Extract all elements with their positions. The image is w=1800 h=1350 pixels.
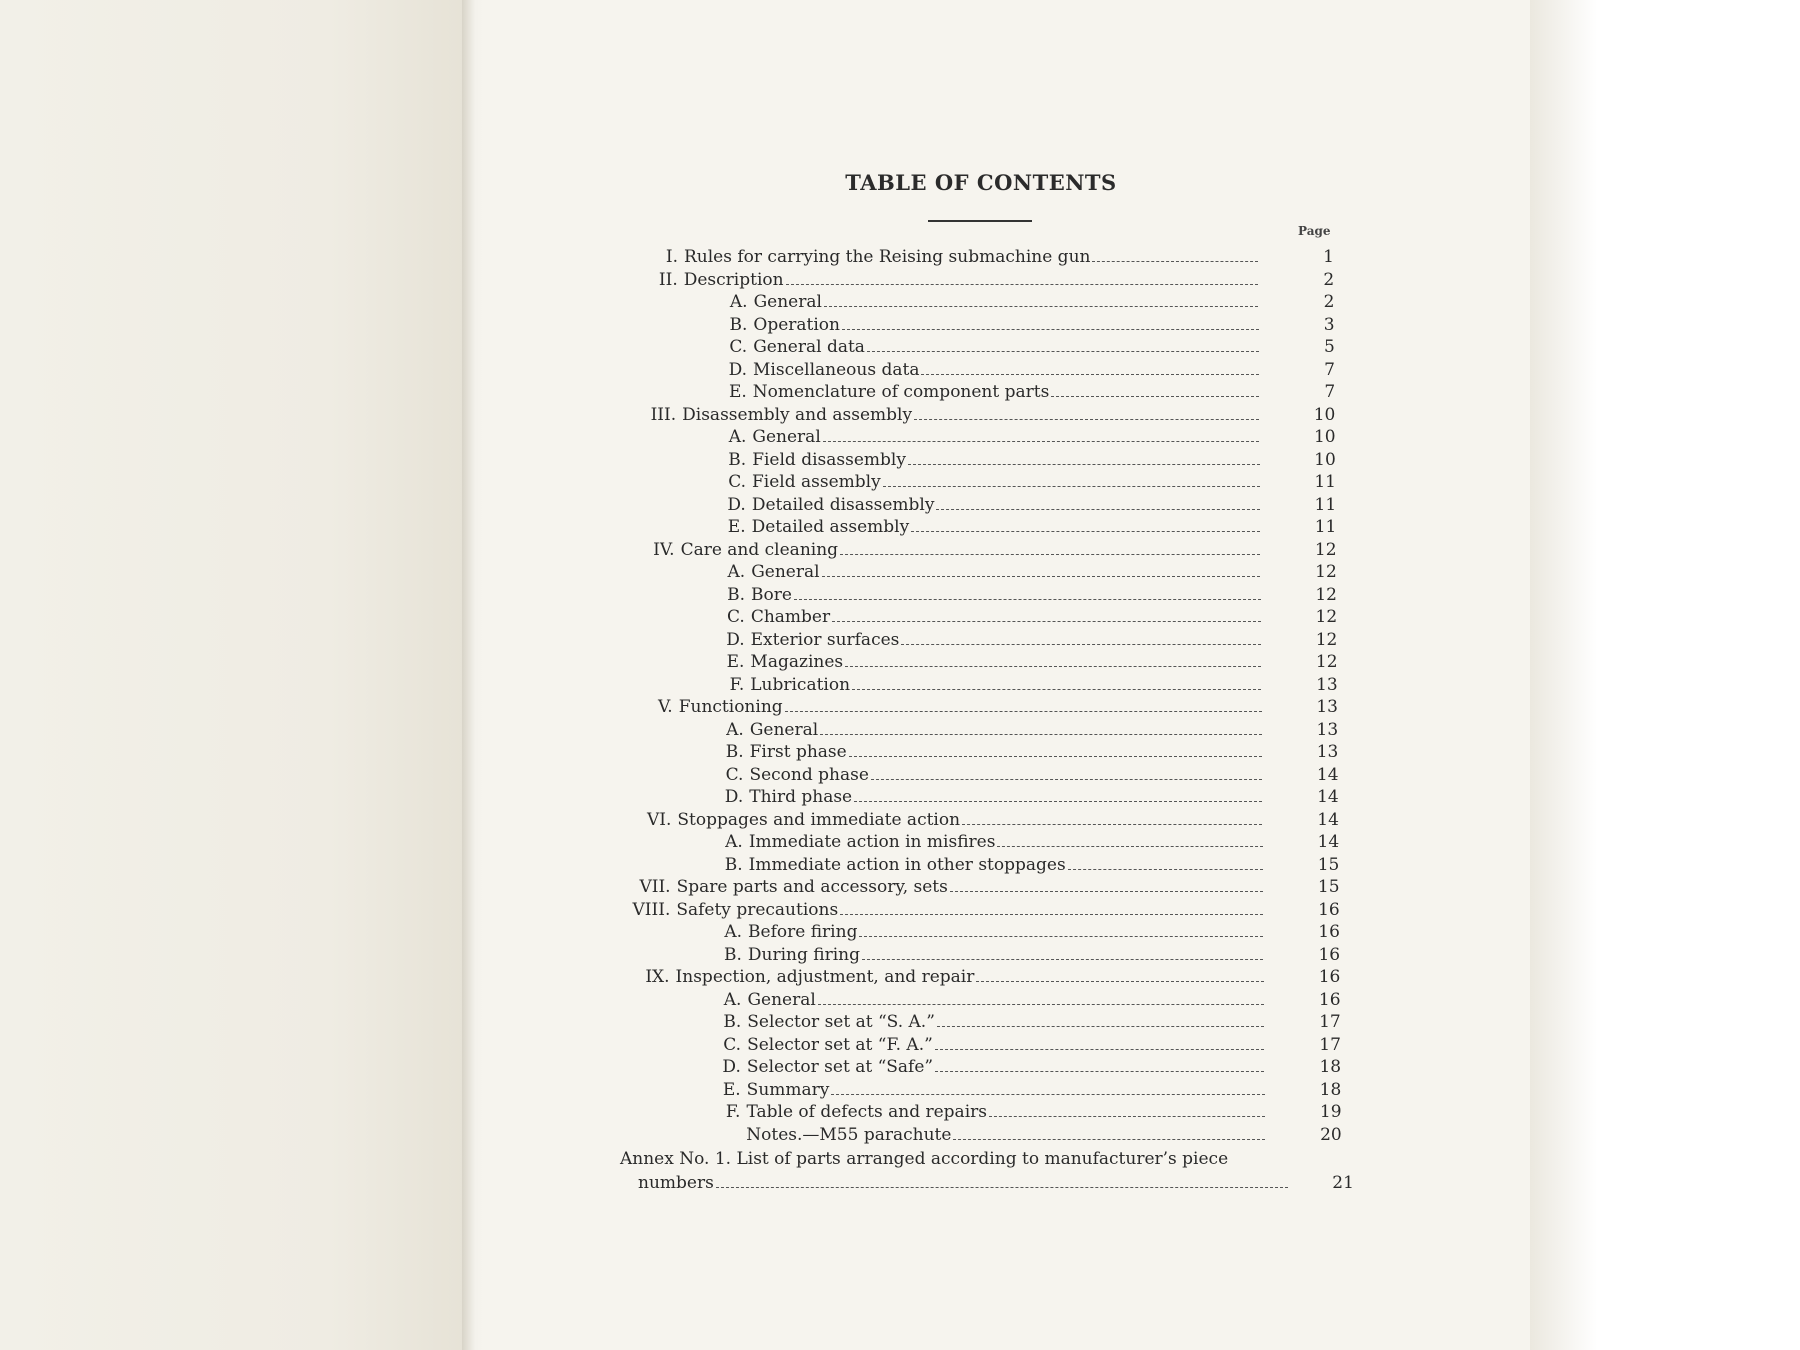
dot-leader (820, 720, 1261, 735)
dot-leader (867, 337, 1259, 352)
toc-entry-title: First phase (749, 742, 847, 762)
dot-leader (997, 832, 1262, 847)
toc-entry[interactable] (751, 561, 1262, 583)
toc-entry-number: II. (658, 269, 678, 290)
toc-entry-page: 15 (1317, 854, 1340, 875)
toc-entry-title: Detailed disassembly (751, 494, 935, 515)
toc-entry-number: B. (727, 584, 746, 605)
toc-entry-page: 18 (1319, 1079, 1342, 1100)
toc-entry-page: 2 (1323, 292, 1335, 312)
dot-leader (845, 652, 1261, 667)
dot-leader (883, 472, 1260, 487)
toc-entry-title: Spare parts and accessory, sets (676, 877, 948, 897)
dot-leader (859, 922, 1263, 937)
toc-entry-page: 12 (1315, 652, 1338, 672)
toc-entry-number: A. (725, 832, 743, 852)
toc-entry-page: 12 (1315, 584, 1337, 605)
toc-entry-title: Miscellaneous data (753, 359, 920, 380)
toc-entry-page: 7 (1324, 382, 1336, 402)
toc-entry[interactable] (747, 989, 1265, 1011)
dot-leader (935, 1035, 1264, 1050)
toc-entry-number: D. (722, 1057, 741, 1077)
dot-leader (914, 405, 1259, 420)
dot-leader (950, 877, 1263, 892)
dot-leader (823, 427, 1260, 442)
annex-entry[interactable]: Annex No. 1. List of parts arranged according to manufacturer’s piece (620, 1149, 1229, 1169)
toc-entry-number: VII. (639, 877, 671, 897)
dot-leader (824, 292, 1258, 307)
dot-leader (962, 810, 1262, 825)
toc-entry[interactable] (746, 1101, 1266, 1123)
toc-entry[interactable] (677, 876, 1265, 898)
toc-entry[interactable] (684, 246, 1260, 268)
toc-entry-number: A. (729, 292, 748, 312)
toc-entry-page: 10 (1314, 449, 1336, 470)
toc-entry-number: C. (725, 764, 744, 785)
toc-entry-number: A. (727, 562, 746, 582)
toc-entry-number: E. (726, 652, 745, 672)
toc-entry-number: E. (728, 382, 747, 402)
toc-entry-title: General (749, 719, 819, 740)
toc-entry[interactable] (754, 291, 1261, 313)
toc-entry[interactable] (753, 359, 1261, 381)
toc-entry-page: 13 (1316, 742, 1339, 762)
toc-entry[interactable] (752, 426, 1261, 448)
dot-leader (831, 1080, 1264, 1095)
toc-entry[interactable] (752, 494, 1262, 516)
toc-entry-page: 13 (1316, 697, 1338, 717)
toc-entry-page: 10 (1313, 404, 1336, 425)
toc-entry-title: Care and cleaning (680, 539, 839, 560)
dot-leader (1051, 382, 1259, 397)
toc-entry-title: Second phase (749, 764, 869, 785)
toc-entry-page: 13 (1316, 674, 1338, 695)
toc-entry-title: General (747, 989, 816, 1010)
dot-leader (822, 562, 1261, 577)
toc-entry[interactable] (752, 516, 1262, 538)
toc-entry-title: Selector set at “Safe” (746, 1057, 934, 1077)
annex-entry-continuation (638, 1172, 1290, 1194)
toc-entry-page: 16 (1318, 922, 1340, 942)
toc-entry-number: VIII. (632, 899, 671, 920)
toc-entry-title: General (753, 292, 822, 312)
toc-entry-title: Field disassembly (752, 449, 906, 470)
toc-entry-title: Magazines (750, 652, 844, 672)
dot-leader (852, 675, 1261, 690)
toc-entry-title: Summary (746, 1079, 830, 1100)
toc-entry[interactable] (749, 786, 1264, 808)
annex-continuation-text: numbers (638, 1173, 714, 1193)
dot-leader (1068, 855, 1263, 870)
toc-entry-number: C. (728, 472, 747, 492)
toc-entry-page: 17 (1319, 1012, 1341, 1032)
toc-entry-number: B. (729, 314, 748, 335)
toc-entry-number: D. (724, 787, 744, 807)
toc-entry[interactable] (750, 651, 1263, 673)
toc-entry-page: 14 (1317, 832, 1340, 852)
dot-leader (862, 945, 1263, 960)
toc-entry[interactable] (752, 471, 1262, 493)
toc-entry-number: B. (725, 742, 744, 762)
toc-entry-number: B. (723, 944, 742, 965)
dot-leader (871, 765, 1262, 780)
toc-entry-title: Safety precautions (676, 899, 839, 920)
toc-entry-page: 12 (1314, 539, 1337, 560)
toc-entry-page: 19 (1319, 1102, 1342, 1122)
toc-entry[interactable] (748, 944, 1266, 966)
dot-leader (935, 1057, 1264, 1072)
toc-entry-title: Exterior surfaces (750, 629, 900, 650)
toc-entry[interactable] (752, 449, 1261, 471)
dot-leader (953, 1125, 1264, 1140)
page-column-header: Page (1298, 224, 1331, 238)
toc-entry-page: 11 (1314, 517, 1337, 537)
toc-entry-page: 12 (1315, 607, 1338, 627)
toc-entry-title: Rules for carrying the Reising submachine gun (684, 247, 1091, 267)
annex-page: 21 (1332, 1173, 1354, 1193)
dot-leader (908, 450, 1260, 465)
toc-entry-number: E. (727, 517, 746, 537)
toc-entry-number: IX. (645, 967, 670, 987)
toc-entry-number: A. (724, 922, 743, 942)
toc-entry-page: 20 (1320, 1124, 1342, 1145)
toc-entry-page: 12 (1315, 629, 1338, 650)
toc-entry-title: Lubrication (750, 674, 851, 695)
toc-entry-number: A. (726, 719, 744, 740)
toc-entry-title: Immediate action in misfires (748, 832, 996, 852)
toc-entry-title: Selector set at “S. A.” (747, 1012, 935, 1032)
dot-leader (911, 517, 1260, 532)
toc-entry-page: 5 (1323, 337, 1335, 357)
dot-leader (921, 360, 1258, 375)
dot-leader (989, 1102, 1265, 1117)
toc-entry-page: 10 (1313, 427, 1336, 447)
toc-entry-title: Detailed assembly (751, 517, 910, 537)
dot-leader (786, 270, 1259, 285)
toc-entry[interactable] (753, 314, 1260, 336)
page-title: TABLE OF CONTENTS (845, 170, 1117, 195)
toc-entry-number: C. (723, 1034, 742, 1055)
toc-entry-title: Third phase (749, 787, 853, 807)
dot-leader (716, 1173, 1288, 1188)
toc-entry[interactable] (681, 539, 1263, 561)
toc-entry[interactable] (677, 809, 1264, 831)
toc-entry-title: Operation (753, 314, 840, 335)
toc-entry-number: B. (724, 854, 743, 875)
toc-entry-page: 14 (1317, 809, 1339, 830)
toc-entry-page: 14 (1317, 787, 1339, 807)
toc-entry-title: Selector set at “F. A.” (747, 1034, 933, 1055)
toc-entry-page: 7 (1324, 359, 1335, 380)
toc-entry[interactable] (676, 966, 1266, 988)
toc-entry-number: F. (729, 674, 745, 695)
toc-entry[interactable] (753, 336, 1260, 358)
dot-leader (849, 742, 1262, 757)
toc-entry-page: 17 (1319, 1034, 1341, 1055)
toc-entry-title: Field assembly (752, 472, 881, 492)
toc-entry-page: 3 (1323, 314, 1335, 335)
toc-entry-title: Notes.—M55 parachute (746, 1124, 952, 1145)
toc-entry[interactable] (747, 1079, 1267, 1101)
toc-entry-title: General (752, 427, 821, 447)
toc-entry-title: Description (683, 269, 784, 290)
toc-entry[interactable] (747, 1034, 1266, 1056)
toc-entry-number: A. (723, 989, 742, 1010)
toc-entry[interactable] (684, 269, 1260, 291)
toc-entry[interactable] (747, 1056, 1266, 1078)
dot-leader (785, 697, 1262, 712)
toc-entry[interactable] (749, 854, 1265, 876)
toc-entry-title: Stoppages and immediate action (677, 809, 961, 830)
dot-leader (976, 967, 1263, 982)
dot-leader (840, 540, 1260, 555)
toc-entry-number: I. (665, 247, 678, 267)
dot-leader (937, 1012, 1264, 1027)
dot-leader (840, 900, 1263, 915)
dot-leader (1092, 247, 1258, 262)
toc-entry[interactable] (747, 1011, 1266, 1033)
dot-leader (901, 630, 1261, 645)
toc-entry-number: C. (727, 607, 745, 627)
toc-entry-title: Nomenclature of component parts (752, 382, 1050, 402)
toc-entry-title: Before firing (748, 922, 858, 942)
toc-entry-number: D. (727, 494, 746, 515)
toc-entry-number: B. (723, 1012, 742, 1032)
dot-leader (842, 315, 1259, 330)
toc-entry[interactable] (751, 584, 1263, 606)
toc-entry-page: 15 (1317, 877, 1340, 897)
toc-entry-title: Functioning (678, 697, 783, 717)
toc-entry-title: Bore (751, 584, 792, 605)
toc-entry-title: General (751, 562, 820, 582)
toc-entry-title: Table of defects and repairs (746, 1102, 987, 1122)
toc-entry[interactable] (676, 899, 1265, 921)
toc-entry-page: 1 (1323, 247, 1334, 267)
toc-entry-title: General data (753, 337, 865, 357)
toc-entry[interactable] (749, 831, 1265, 853)
toc-entry-title: Chamber (750, 607, 831, 627)
toc-entry[interactable] (750, 741, 1264, 763)
toc-entry-page: 12 (1315, 562, 1337, 582)
toc-entry[interactable] (682, 404, 1261, 426)
toc-entry-page: 16 (1318, 967, 1341, 987)
toc-entry-page: 11 (1314, 472, 1336, 492)
toc-entry[interactable] (751, 629, 1263, 651)
toc-entry[interactable] (750, 674, 1263, 696)
toc-entry-page: 11 (1314, 494, 1337, 515)
toc-entry-page: 18 (1319, 1057, 1342, 1077)
toc-entry[interactable] (749, 764, 1264, 786)
toc-entry-number: VI. (646, 809, 672, 830)
dot-leader (854, 787, 1262, 802)
toc-entry-number: A. (728, 427, 747, 447)
toc-entry[interactable] (750, 719, 1264, 741)
toc-entry-title: Immediate action in other stoppages (748, 854, 1066, 875)
toc-entry-title: During firing (747, 944, 860, 965)
toc-entry-page: 14 (1316, 764, 1339, 785)
dot-leader (936, 495, 1260, 510)
toc-entry-number: IV. (653, 539, 675, 560)
toc-entry-number: C. (729, 337, 748, 357)
toc-entry-title: Disassembly and assembly (682, 404, 913, 425)
dot-leader (832, 607, 1261, 622)
toc-entry[interactable] (679, 696, 1264, 718)
toc-entry-number: B. (728, 449, 747, 470)
toc-entry[interactable] (751, 606, 1263, 628)
dot-leader (794, 585, 1261, 600)
toc-entry-title: Inspection, adjustment, and repair (675, 967, 975, 987)
toc-entry-number: D. (726, 629, 745, 650)
toc-entry-number: V. (658, 697, 673, 717)
toc-entry[interactable] (746, 1124, 1267, 1146)
toc-entry-page: 16 (1318, 989, 1341, 1010)
toc-entry-page: 16 (1318, 944, 1341, 965)
toc-entry[interactable] (753, 381, 1261, 403)
toc-entry-number: D. (728, 359, 747, 380)
toc-entry-page: 16 (1318, 899, 1340, 920)
toc-entry[interactable] (748, 921, 1265, 943)
toc-entry-number: F. (725, 1102, 741, 1122)
dot-leader (818, 990, 1264, 1005)
toc-entry-number: E. (722, 1079, 741, 1100)
toc-entry-page: 2 (1323, 269, 1335, 290)
toc-entry-page: 13 (1316, 719, 1339, 740)
toc-entry-number: III. (650, 404, 677, 425)
